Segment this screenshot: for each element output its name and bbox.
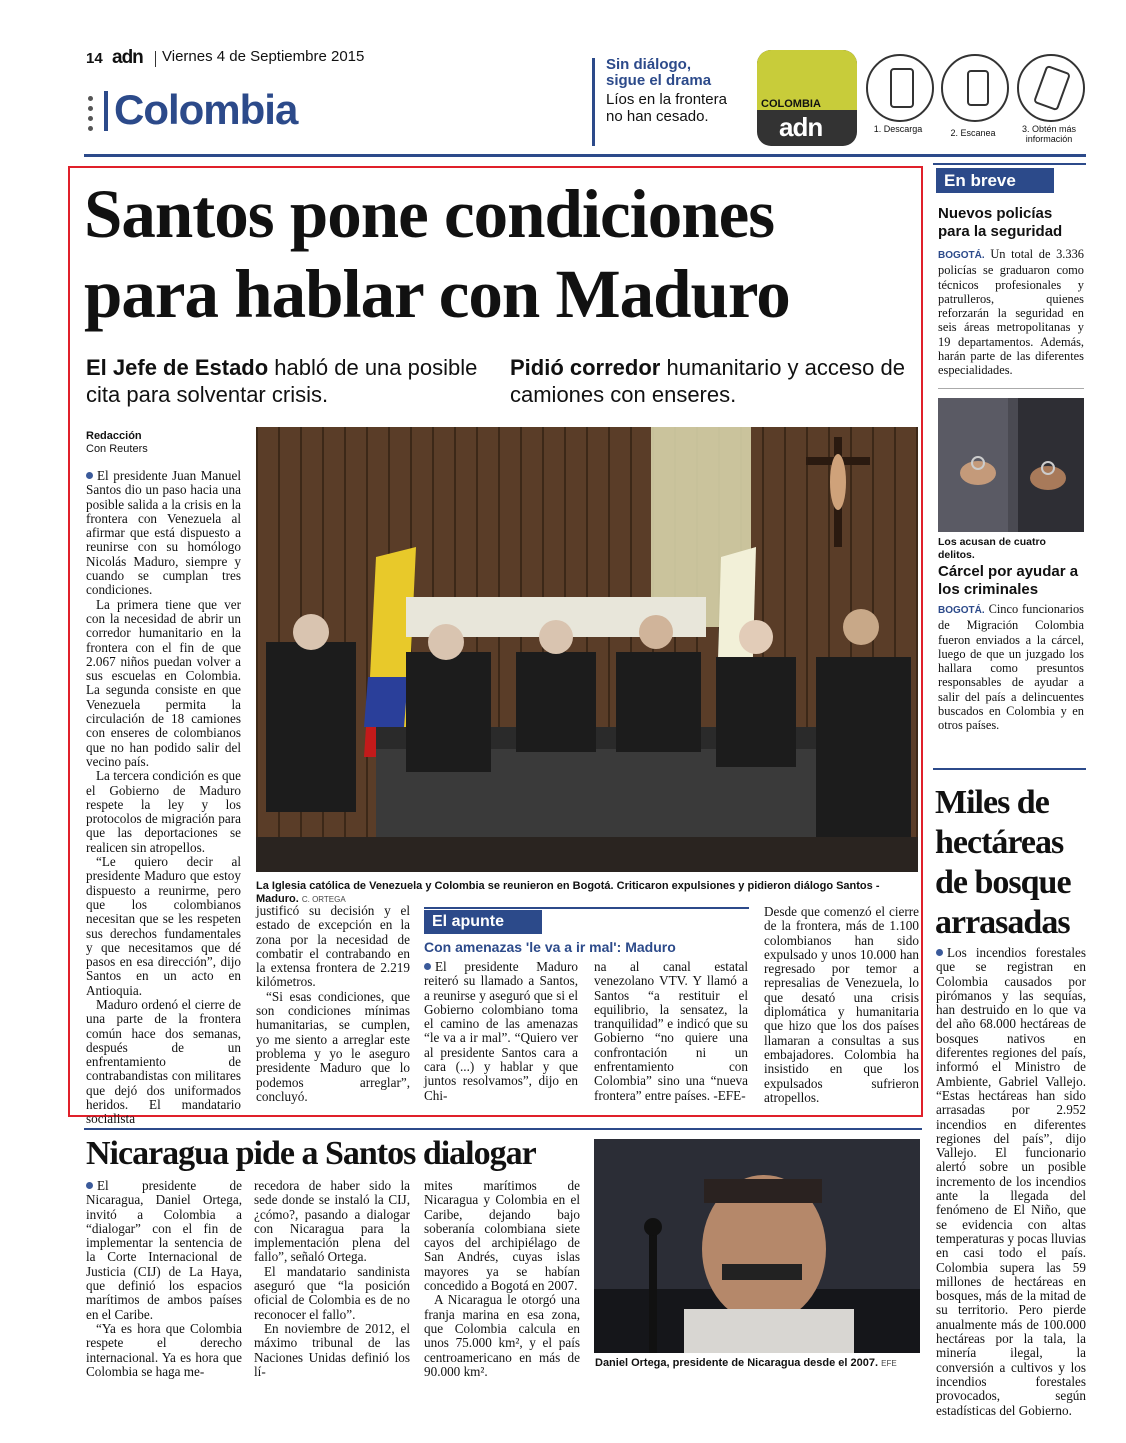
- apunte-rule: [424, 907, 749, 909]
- deck-right-bold: Pidió corredor: [510, 355, 661, 380]
- ortega-photo-caption: Daniel Ortega, presidente de Nicaragua desde el 2007. EFE: [595, 1357, 897, 1369]
- step-2: 2. Escanea: [950, 128, 996, 138]
- main-photo-credit: C. ORTEGA: [301, 895, 346, 904]
- ortega-photo-credit: EFE: [881, 1359, 897, 1368]
- header-rule: [84, 154, 1086, 157]
- deck-left: [86, 354, 486, 408]
- sidebar-item2-title: Cárcel por ayudar a los criminales: [938, 563, 1079, 598]
- sidebar-top-rule: [933, 163, 1086, 165]
- main-col1: El presidente Juan Manuel Santos dio un paso hacia una posible salida a la crisis en la frontera con Venezuela al afirmar que está dispuesto a reunirse con su homólogo Nicolás Maduro, siempre y cuando se cumplan tres condiciones. La primera tiene que ver con la necesidad de abrir un corredor humanitario en la frontera con el fin de que 2.067 niños puedan volver a sus escuelas en Colombia. La segunda consiste en que Venezuela permita la circulación de 18 camiones con enseres de colombianos que no han podido salir del vecino país. La tercera condición es que el Gobierno de Maduro respete la ley y los protocolos de migración para que las deportaciones se realicen sin atropellos. “Le quiero decir al presidente Maduro que estoy dispuesto a reunirme, pero que los colombianos necesitan que se les respeten sus derechos fundamentales y que necesitamos que dé pasos en esa dirección”, dijo Santos en un acto en Antioquia. Maduro ordenó el cierre de una parte de la frontera común hace dos semanas, después de un enfrentamiento de contrabandistas con militares que dejó dos uniformados heridos. El mandatario socialista: [86, 468, 241, 1127]
- nicaragua-rule: [84, 1128, 922, 1130]
- handcuffs-photo: [938, 398, 1084, 532]
- app-badge-top: COLOMBIA: [761, 98, 821, 110]
- sidebar-item1-title: Nuevos policías para la seguridad: [938, 205, 1063, 240]
- scan-phone-icon: [941, 54, 1009, 122]
- apunte-title: Con amenazas 'le va a ir mal': Maduro: [424, 939, 676, 955]
- nicaragua-headline: Nicaragua pide a Santos dialogar: [86, 1135, 536, 1172]
- main-headline: Santos pone condiciones para hablar con Maduro: [84, 176, 790, 332]
- nicaragua-col2: recedora de haber sido la sede donde se instaló la CIJ, ¿cómo?, pasando a dialogar con Nicaragua para la implementación plena del fallo”, señaló Ortega. El mandatario sandinista aseguró que “la posición oficial de Colombia es de no reconocer el fallo”. En noviembre de 2012, el máximo tribunal de las Naciones Unidas definió los lí-: [254, 1178, 410, 1379]
- sidebar-item2-text: BOGOTÁ. Cinco funcionarios de Migración Colombia fueron enviados a la cárcel, luego de que un juzgado los hallara como presuntos responsables de ayudar a salir del país a delincuentes buscados en Colombia y en otros países.: [938, 602, 1084, 733]
- apunte-col1: El presidente Maduro reiteró su llamado a Santos, a reunirse y aseguró que si el Gobierno colombiano toma el camino de las amenazas “le va a ir mal”. “Quiero ver al presidente Santos cara a cara (...) y hablar y que juntos resolvamos”, dijo en Chi-: [424, 959, 578, 1103]
- deck-right: [510, 354, 910, 408]
- page-number: 14: [86, 50, 103, 67]
- teaser-title[interactable]: Sin diálogo, sigue el drama: [606, 56, 712, 89]
- apunte-label: El apunte: [424, 910, 542, 934]
- adn-logo-small: adn: [112, 47, 143, 68]
- byline-sub: Con Reuters: [86, 443, 148, 455]
- deck-left-bold: El Jefe de Estado: [86, 355, 269, 380]
- step-1: 1. Descarga: [873, 124, 923, 134]
- app-badge[interactable]: [757, 50, 857, 146]
- byline: Redacción: [86, 430, 142, 442]
- nicaragua-col1: El presidente de Nicaragua, Daniel Ortega, invitó a Colombia a “dialogar” con el fin de implementar la sentencia de la Corte Internacional de Justicia (CIJ) de La Haya, que definió los espacios marítimos de ambos países en el Caribe. “Ya es hora que Colombia respete el derecho internacional. Ya es hora que Colombia se haga me-: [86, 1178, 242, 1379]
- teaser-text: Líos en la frontera no han cesado.: [606, 91, 727, 125]
- section-dots-icon: [88, 96, 93, 131]
- sidebar-photo-caption: Los acusan de cuatro delitos.: [938, 536, 1046, 561]
- download-phone-icon: [866, 54, 934, 122]
- info-phone-icon: [1017, 54, 1085, 122]
- section-title: Colombia: [114, 86, 298, 133]
- deck-left-rest: habló de una posible cita para solventar crisis.: [86, 355, 478, 407]
- bullet-icon: [936, 949, 943, 956]
- sidebar-rule-1: [938, 388, 1084, 389]
- nicaragua-col3: mites marítimos de Nicaragua y Colombia en el Caribe, dejando bajo soberanía colombiana siete cayos del archipiélago de San Andrés, cuyas islas mayores ya se habían concedido a Bogotá en 2007. A Nicaragua le otorgó una franja marina en esa zona, que Colombia calcula en unos 75.000 km², y el país centroamericano en más de 90.000 km².: [424, 1178, 580, 1379]
- bullet-icon: [86, 472, 93, 479]
- forest-text: Los incendios forestales que se registran en Colombia causados por pirómanos y las sequías, han destruido en lo que va del año 68.000 hectáreas de bosques nativos en diferentes regiones del país, informó el Ministro de Ambiente, Gabriel Vallejo. “Estas hectáreas han sido arrasadas por 2.952 incendios en diferentes regiones del país”, dijo Vallejo. El funcionario alertó sobre un posible incremento de los incendios ante la llegada del fenómeno de El Niño, que se evidencia con altas temperaturas y pocas lluvias en casi todo el país. Colombia supera las 59 millones de hectáreas en bosques, más de la mitad de su territorio. Pero pierde anualmente más de 100.000 hectáreas por la tala, la minería ilegal, la conversión a cultivos y los incendios forestales provocados, según estadísticas del Gobierno.: [936, 945, 1086, 1418]
- sidebar-label: En breve: [936, 168, 1054, 193]
- deck-right-rest: humanitario y acceso de camiones con enseres.: [510, 355, 905, 407]
- forest-headline: Miles de hectáreas de bosque arrasadas: [935, 784, 1071, 941]
- bullet-icon: [86, 1182, 93, 1189]
- sidebar-rule-2: [933, 768, 1086, 770]
- app-badge-logo: adn: [779, 112, 823, 142]
- main-col2: justificó su decisión y el estado de excepción en la zona por la necesidad de combatir el contrabando en la extensa frontera de 2.219 kilómetros. “Si esas condiciones, que son condiciones mínimas humanitarias, se cumplen, yo me siento a arreglar este problema y yo le aseguro presidente Maduro que lo podemos arreglar”, concluyó.: [256, 903, 410, 1104]
- main-col5: Desde que comenzó el cierre de la frontera, más de 1.100 colombianos han sido expulsado y unos 10.000 han regresado por temor a represalias de Venezuela, lo que desató una crisis diplomática y humanitaria que hizo que los dos países llamaran a consultas a sus embajadores. Colombia ha insistido en que los expulsados sufrieron atropellos.: [764, 904, 919, 1105]
- bullet-icon: [424, 963, 431, 970]
- main-photo-caption: La Iglesia católica de Venezuela y Colombia se reunieron en Bogotá. Criticaron expulsiones y pidieron diálogo Santos -Maduro. C. ORTEGA: [256, 880, 880, 905]
- apunte-col2: na al canal estatal venezolano VTV. Y llamó a Santos “a restituir el equilibrio, la sensatez, la tranquilidad” e indicó que su Gobierno “no quiere una confrontación ni un enfrentamiento con Colombia” sino una “nueva frontera” entre países. -EFE-: [594, 959, 748, 1103]
- bishops-photo: [256, 427, 918, 872]
- issue-date: Viernes 4 de Septiembre 2015: [162, 48, 365, 65]
- step-3: 3. Obtén más información: [1021, 124, 1077, 144]
- ortega-photo: [594, 1139, 920, 1353]
- sidebar-item1-text: BOGOTÁ. Un total de 3.336 policías se graduaron como técnicos profesionales y patrulleros, quienes reforzarán la seguridad en seis áreas metropolitanas y 19 departamentos. Además, harán parte de las diferentes especialidades.: [938, 247, 1084, 378]
